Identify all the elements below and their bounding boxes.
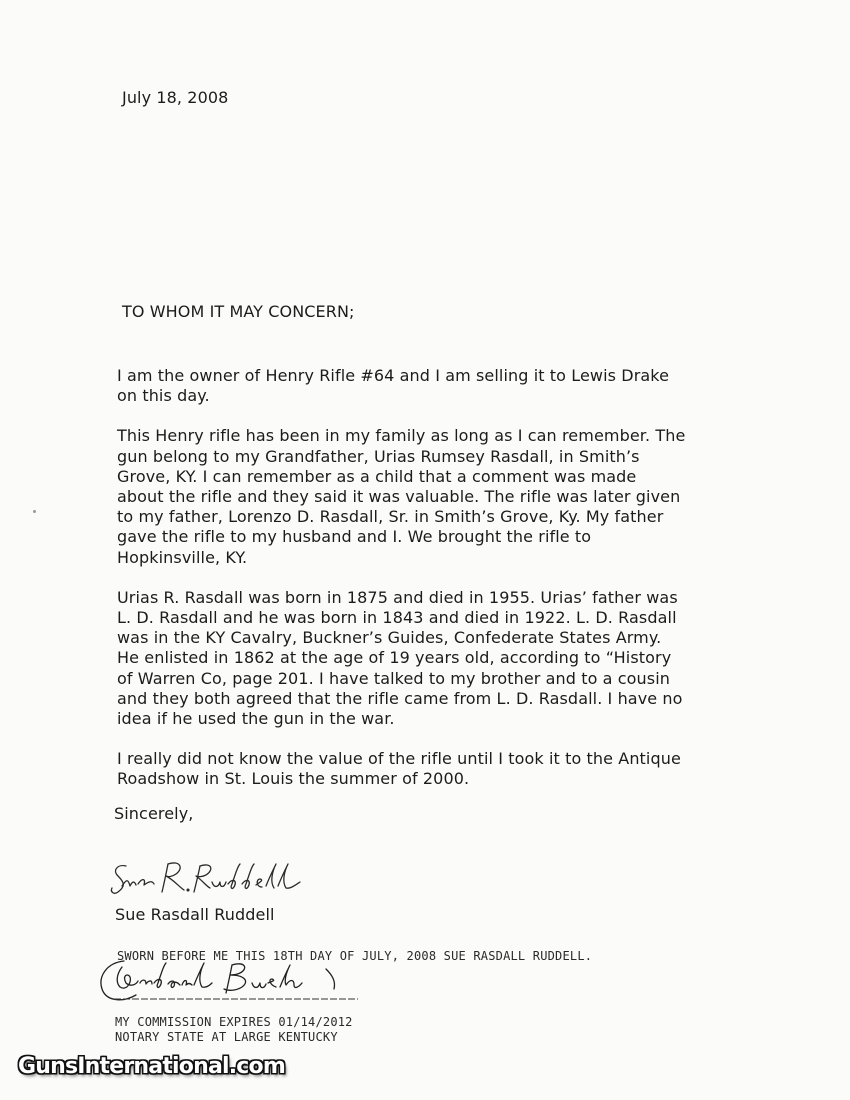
notary-state: NOTARY STATE AT LARGE KENTUCKY (115, 1030, 338, 1044)
text-line: He enlisted in 1862 at the age of 19 years old, according to “History (117, 648, 672, 668)
text-line: Grove, KY. I can remember as a child that a comment was made (117, 466, 637, 486)
handwritten-signature (108, 852, 308, 900)
text-line: I really did not know the value of the rifle until I took it to the Antique (117, 749, 681, 769)
text-line: on this day. (117, 386, 210, 406)
notary-signature (96, 953, 366, 1011)
letter-date: July 18, 2008 (122, 88, 229, 107)
notary-commission (115, 1015, 353, 1045)
text-line: was in the KY Cavalry, Buckner’s Guides, Confederate States Army. (117, 628, 662, 648)
text-line: and they both agreed that the rifle came from L. D. Rasdall. I have no (117, 688, 683, 708)
paragraph-1 (117, 366, 757, 406)
watermark-logo: GunsInternational.com (18, 1054, 285, 1079)
text-line: of Warren Co, page 201. I have talked to my brother and to a cousin (117, 668, 671, 688)
text-line: gun belong to my Grandfather, Urias Rumsey Rasdall, in Smith’s (117, 446, 640, 466)
text-line: about the rifle and they said it was valuable. The rifle was later given (117, 487, 681, 507)
signer-name: Sue Rasdall Ruddell (115, 905, 275, 924)
paragraph-3 (117, 588, 757, 729)
text-line: gave the rifle to my husband and I. We brought the rifle to (117, 527, 592, 547)
text-line: Roadshow in St. Louis the summer of 2000. (117, 769, 470, 789)
letter-body (117, 366, 757, 810)
closing: Sincerely, (114, 804, 194, 823)
text-line: Urias R. Rasdall was born in 1875 and died in 1955. Urias’ father was (117, 587, 678, 607)
text-line: to my father, Lorenzo D. Rasdall, Sr. in Smith’s Grove, Ky. My father (117, 507, 664, 527)
text-line: This Henry rifle has been in my family as long as I can remember. The (117, 426, 686, 446)
text-line: L. D. Rasdall and he was born in 1843 and died in 1922. L. D. Rasdall (117, 608, 677, 628)
paragraph-2 (117, 426, 757, 567)
notary-sworn-statement: SWORN BEFORE ME THIS 18TH DAY OF JULY, 2008 SUE RASDALL RUDDELL. (117, 949, 593, 963)
paragraph-4 (117, 749, 757, 789)
text-line: I am the owner of Henry Rifle #64 and I am selling it to Lewis Drake (117, 366, 670, 385)
text-line: Hopkinsville, KY. (117, 547, 248, 567)
commission-expiry: MY COMMISSION EXPIRES 01/14/2012 (115, 1015, 353, 1029)
salutation: TO WHOM IT MAY CONCERN; (122, 302, 355, 321)
scan-speck (33, 510, 36, 513)
text-line: idea if he used the gun in the war. (117, 709, 395, 729)
